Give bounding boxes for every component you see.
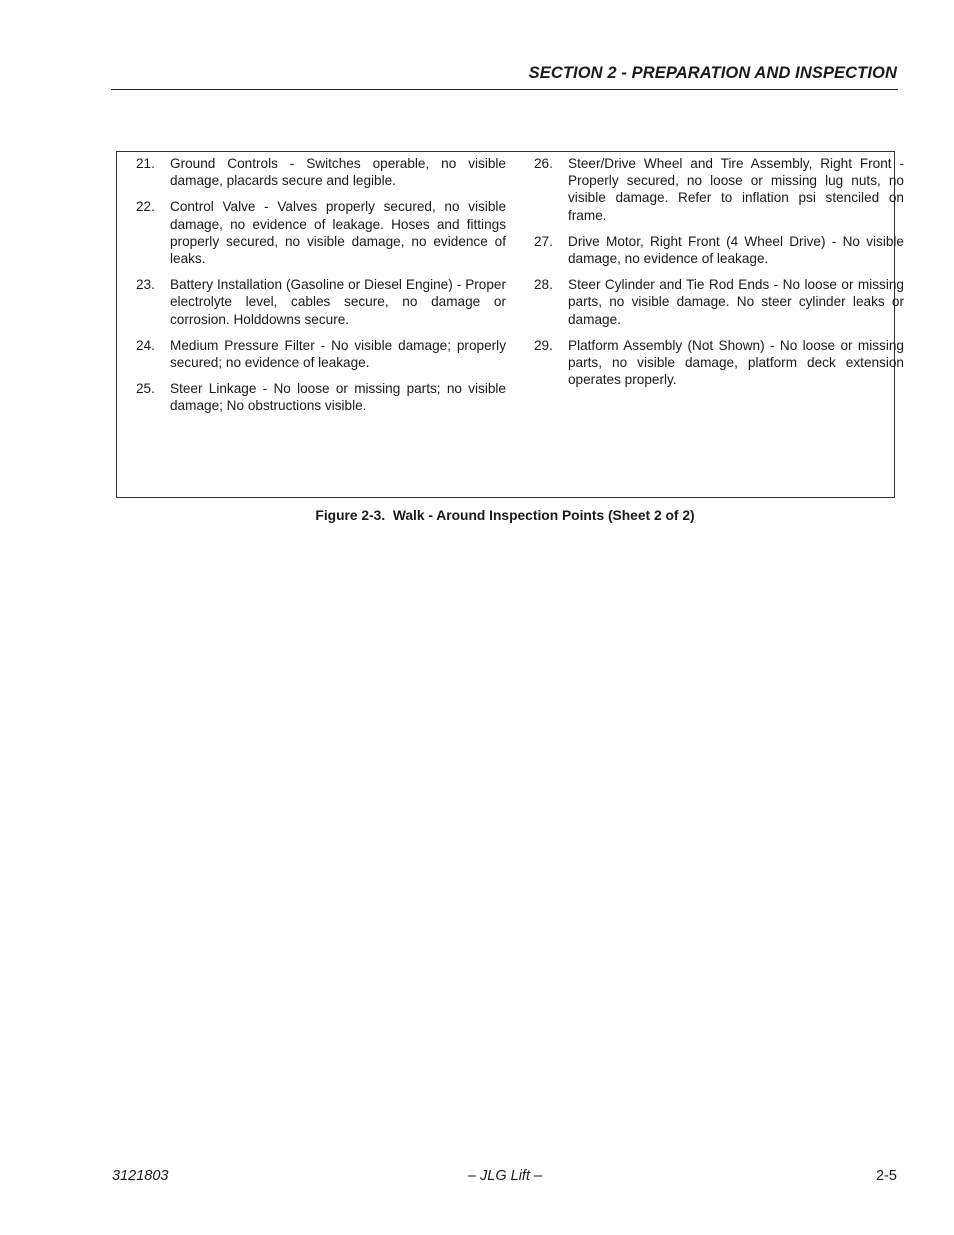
item-text: Ground Controls - Switches operable, no visible damage, placards secure and legible.: [170, 156, 506, 189]
item-text: Platform Assembly (Not Shown) - No loose or missing parts, no visible damage, platform deck extension operates properly.: [568, 337, 904, 388]
item-number: 25.: [136, 381, 155, 397]
item-number: 21.: [136, 156, 155, 171]
item-text: Battery Installation (Gasoline or Diesel Engine) - Proper electrolyte level, cables secure, no damage or corrosion. Holddowns secure.: [170, 277, 506, 327]
list-item: [534, 233, 904, 267]
list-item: [136, 155, 506, 189]
item-number: 26.: [534, 156, 553, 171]
list-item: [136, 380, 506, 414]
item-text: Control Valve - Valves properly secured, no visible damage, no evidence of leakage. Hoses and fittings properly secured, no visible damage, no evidence of leaks.: [170, 199, 506, 267]
item-number: 27.: [534, 233, 553, 249]
right-column: [534, 155, 904, 397]
item-text: Steer/Drive Wheel and Tire Assembly, Right Front - Properly secured, no loose or missing lug nuts, no visible damage. Refer to inflation psi stenciled on frame.: [568, 156, 904, 223]
list-item: [136, 276, 506, 328]
list-item: [534, 337, 904, 389]
list-item: [534, 276, 904, 328]
item-text: Steer Cylinder and Tie Rod Ends - No loose or missing parts, no visible damage. No steer cylinder leaks or damage.: [568, 277, 904, 327]
page-number: 2-5: [876, 1168, 897, 1184]
item-number: 24.: [136, 337, 155, 353]
item-text: Drive Motor, Right Front (4 Wheel Drive) - No visible damage, no evidence of leakage.: [568, 233, 904, 267]
item-number: 28.: [534, 277, 553, 293]
figure-caption: Figure 2-3. Walk - Around Inspection Points (Sheet 2 of 2): [315, 508, 695, 523]
list-item: [136, 337, 506, 371]
item-text: Medium Pressure Filter - No visible damage; properly secured; no evidence of leakage.: [170, 337, 506, 371]
inspection-points-box: [116, 151, 904, 498]
document-number: 3121803: [112, 1168, 169, 1184]
list-item: [534, 155, 904, 224]
left-column: [136, 155, 506, 424]
item-text: Steer Linkage - No loose or missing parts; no visible damage; No obstructions visible.: [170, 381, 506, 414]
header-divider: [111, 89, 898, 90]
list-item: [136, 198, 506, 267]
item-number: 29.: [534, 337, 553, 353]
footer-brand: – JLG Lift –: [467, 1168, 543, 1184]
item-number: 23.: [136, 277, 155, 293]
section-title: SECTION 2 - PREPARATION AND INSPECTION: [528, 64, 897, 82]
item-number: 22.: [136, 199, 155, 215]
